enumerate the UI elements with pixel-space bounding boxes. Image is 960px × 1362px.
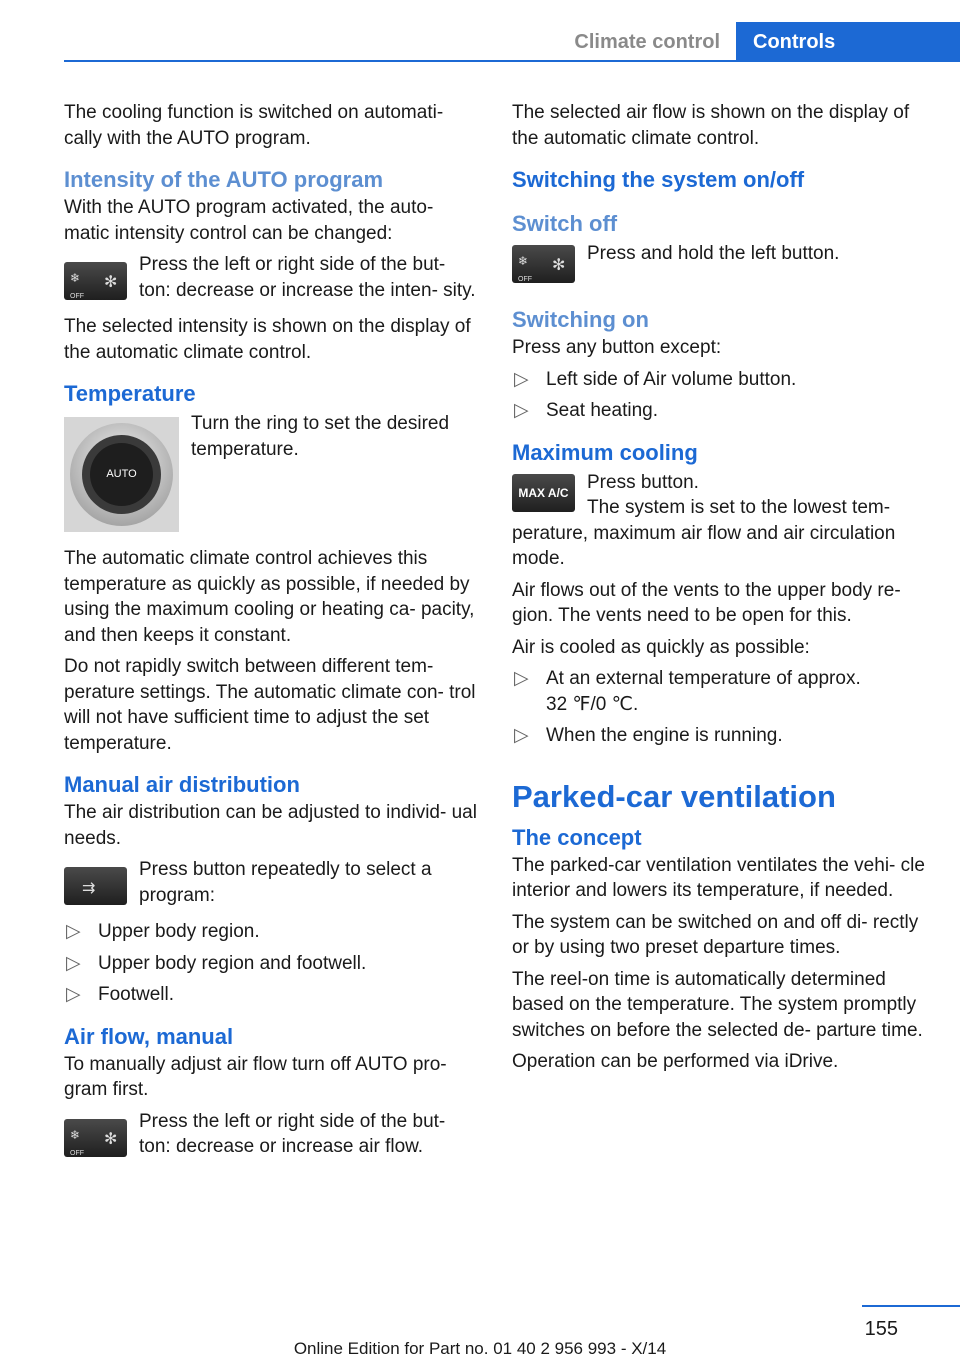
distribution-icon-text: Press button repeatedly to select a program: (139, 859, 432, 906)
list-item: ▷ When the engine is running. (512, 723, 932, 749)
heading-temperature: Temperature (64, 381, 196, 406)
paragraph-air-flows: Air flows out of the vents to the upper body re‐ gion. The vents need to be open for this. (512, 579, 901, 626)
off-label: OFF (70, 293, 84, 300)
snowflake-icon: ❄ (70, 1127, 81, 1142)
off-label: OFF (518, 276, 532, 283)
distribution-instruction (64, 857, 479, 913)
triangle-bullet-icon: ▷ (514, 668, 529, 689)
heading-switching: Switching the system on/off (512, 167, 805, 192)
triangle-bullet-icon: ▷ (514, 400, 529, 421)
dial-auto-label: AUTO (90, 443, 153, 506)
heading-max-cooling: Maximum cooling (512, 439, 698, 465)
paragraph-concept1: The parked-car ventilation ventilates the vehi‐ cle interior and lowers its temperature, if needed. (512, 854, 925, 901)
switch-off-icon-text: Press and hold the left button. (587, 243, 840, 264)
seat-airflow-icon: ⇉ (82, 880, 96, 897)
footer-rule (862, 1305, 960, 1307)
section-title: Climate control (574, 31, 720, 53)
fan-icon: ✻ (104, 274, 118, 291)
page-header (0, 0, 960, 64)
triangle-bullet-icon: ▷ (66, 952, 81, 974)
temperature-icon-text: Turn the ring to set the desired temperature. (191, 413, 450, 460)
distribution-list (64, 919, 479, 1008)
max-cooling-instruction (512, 470, 932, 572)
temperature-dial-icon (64, 417, 179, 532)
fan-button-icon (64, 1119, 127, 1157)
max-cooling-text1: Press button. (587, 471, 699, 493)
list-item: ▷ At an external temperature of approx. 32 ℉/0 ℃. (514, 668, 861, 715)
list-item: ▷ Upper body region. (64, 919, 479, 945)
paragraph-intensity-display: The selected intensity is shown on the display of the automatic climate control. (64, 316, 471, 363)
fan-icon: ✻ (552, 257, 566, 274)
max-cooling-text2: The system is set to the lowest tem‐ perature, maximum air flow and air circulation mode. (512, 497, 896, 569)
switching-on-list (512, 367, 932, 424)
intensity-icon-text: Press the left or right side of the but‐ ton: decrease or increase the inten‐ sity. (139, 254, 476, 301)
paragraph-temp1: The automatic climate control achieves this temperature as quickly as possible, if needed by using the maximum cooling or heating ca‐ pacity, and then keeps it constant. (64, 548, 475, 646)
list-item: ▷ Left side of Air volume button. (512, 367, 932, 393)
heading-air-flow: Air flow, manual (64, 1023, 234, 1049)
temperature-instruction (64, 411, 479, 540)
fan-button-icon (64, 262, 127, 300)
paragraph-air-flow: To manually adjust air flow turn off AUTO pro‐ gram first. (64, 1053, 447, 1100)
cooled-list (512, 666, 932, 749)
snowflake-icon: ❄ (70, 271, 81, 285)
fan-button-icon (512, 245, 575, 283)
heading-switch-off: Switch off (512, 211, 618, 236)
heading-parked-car: Parked-car ventilation (512, 778, 836, 814)
max-ac-button-icon: MAX A/C (512, 474, 575, 512)
page-number: 155 (864, 1318, 898, 1340)
paragraph-concept2: The system can be switched on and off di‐ rectly or by using two preset departure times. (512, 911, 919, 958)
paragraph-concept4: Operation can be performed via iDrive. (512, 1051, 839, 1072)
switch-off-instruction (512, 241, 932, 291)
triangle-bullet-icon: ▷ (514, 725, 529, 746)
paragraph-switching-on: Press any button except: (512, 337, 722, 358)
paragraph-temp2: Do not rapidly switch between different tem‐ perature settings. The automatic climate con‐ trol will not have sufficient time to adjust the set temperature. (64, 656, 476, 754)
heading-concept: The concept (512, 824, 642, 850)
heading-intensity: Intensity of the AUTO program (64, 167, 384, 192)
chapter-tab: Controls (736, 22, 960, 62)
air-flow-icon-text: Press the left or right side of the but‐ ton: decrease or increase air flow. (139, 1110, 446, 1157)
paragraph-cooling: The cooling function is switched on automati‐ cally with the AUTO program. (64, 102, 444, 149)
snowflake-icon: ❄ (518, 254, 529, 268)
left-column (64, 100, 479, 1171)
edition-line: Online Edition for Part no. 01 40 2 956 993 - X/14 (293, 1339, 667, 1358)
list-item: ▷ Footwell. (64, 982, 479, 1008)
triangle-bullet-icon: ▷ (514, 368, 529, 390)
heading-switching-on: Switching on (512, 307, 649, 332)
paragraph-intensity: With the AUTO program activated, the auto‐ matic intensity control can be changed: (64, 197, 434, 244)
list-item: ▷ Upper body region and footwell. (64, 951, 479, 977)
paragraph-concept3: The reel-on time is automatically determined based on the temperature. The system promptly switches on before the selected de‐ parture time. (512, 968, 923, 1041)
paragraph-air-flow-display: The selected air flow is shown on the display of the automatic climate control. (512, 102, 910, 149)
fan-icon: ✻ (104, 1130, 118, 1148)
paragraph-air-cooled: Air is cooled as quickly as possible: (512, 636, 810, 658)
intensity-instruction (64, 252, 479, 308)
triangle-bullet-icon: ▷ (66, 921, 81, 942)
list-item: ▷ Seat heating. (512, 398, 932, 424)
off-label: OFF (70, 1149, 84, 1157)
heading-air-distribution: Manual air distribution (64, 772, 300, 797)
dial-ring (70, 423, 173, 526)
right-column (512, 100, 932, 1081)
header-rule (64, 60, 960, 62)
air-flow-instruction (64, 1109, 479, 1165)
paragraph-air-distribution: The air distribution can be adjusted to individ‐ ual needs. (64, 802, 477, 849)
air-distribution-icon (64, 867, 127, 905)
triangle-bullet-icon: ▷ (66, 984, 81, 1005)
